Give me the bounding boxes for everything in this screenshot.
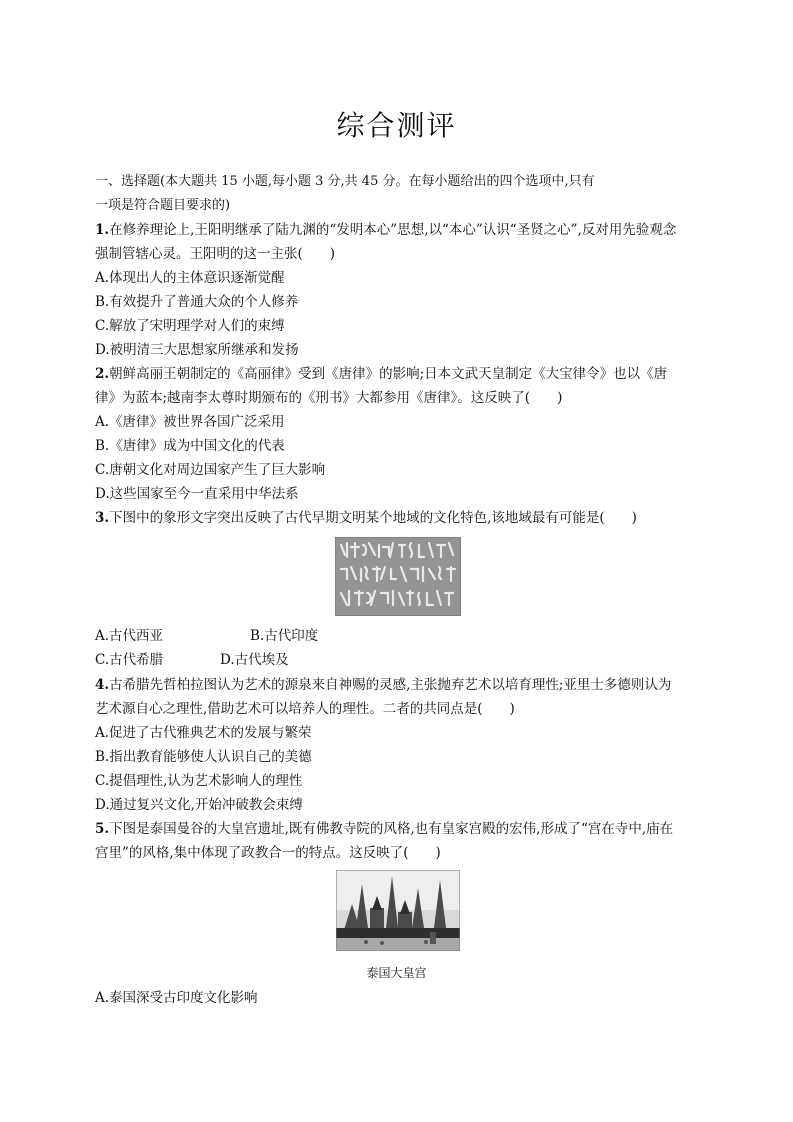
question-3-stem — [95, 506, 695, 530]
question-2-line2: 律》为蓝本;越南李太尊时期颁布的《刑书》大都参用《唐律》。这反映了( ) — [95, 390, 563, 406]
question-5-option-a: A.泰国深受古印度文化影响 — [95, 990, 258, 1006]
figure-caption: 泰国大皇宫 — [366, 966, 427, 980]
question-5-line1: 下图是泰国曼谷的大皇宫遗址,既有佛教寺院的风格,也有皇家宫殿的宏伟,形成了“宫在寺中,庙在 — [109, 821, 674, 837]
question-4-number: 4. — [95, 677, 110, 693]
question-1-option-a: A.体现出人的主体意识逐渐觉醒 — [95, 270, 285, 286]
section-heading-line1: 一、选择题(本大题共 15 小题,每小题 3 分,共 45 分。在每小题给出的四个选项中,只有 — [95, 174, 595, 189]
question-3-option-b: B.古代印度 — [250, 628, 319, 644]
question-3-option-d: D.古代埃及 — [220, 652, 289, 668]
question-3-option-c: C.古代希腊 — [95, 652, 164, 668]
question-5-number: 5. — [95, 821, 110, 837]
question-5-line2: 宫里”的风格,集中体现了政教合一的特点。这反映了( ) — [95, 845, 441, 861]
question-4-option-a: A.促进了古代雅典艺术的发展与繁荣 — [95, 725, 312, 741]
question-2-option-a: A.《唐律》被世界各国广泛采用 — [95, 414, 285, 430]
question-2-option-d: D.这些国家至今一直采用中华法系 — [95, 486, 299, 502]
question-2-line1: 朝鲜高丽王朝制定的《高丽律》受到《唐律》的影响;日本文武天皇制定《大宝律令》也以《唐 — [109, 366, 668, 382]
question-1-stem — [95, 218, 695, 242]
question-1-number: 1. — [95, 222, 110, 238]
question-3-options-row1 — [95, 624, 695, 648]
question-4-line2: 艺术源自心之理性,借助艺术可以培养人的理性。二者的共同点是( ) — [95, 701, 515, 717]
question-4-stem — [95, 673, 695, 697]
hieroglyph-inscription-image — [335, 537, 461, 616]
section-heading-line2: 一项是符合题目要求的) — [95, 198, 231, 213]
question-1-line2: 强制管辖心灵。王阳明的这一主张( ) — [95, 246, 336, 262]
question-1-option-c: C.解放了宋明理学对人们的束缚 — [95, 318, 285, 334]
page-title: 综合测评 — [336, 109, 457, 142]
question-1-option-b: B.有效提升了普通大众的个人修养 — [95, 294, 299, 310]
question-2-option-c: C.唐朝文化对周边国家产生了巨大影响 — [95, 462, 326, 478]
question-4-option-c: C.提倡理性,认为艺术影响人的理性 — [95, 773, 303, 789]
question-3-number: 3. — [95, 510, 110, 526]
grand-palace-photo — [336, 870, 460, 951]
question-2-stem — [95, 362, 695, 386]
question-4-option-d: D.通过复兴文化,开始冲破教会束缚 — [95, 797, 303, 813]
question-3-line1: 下图中的象形文字突出反映了古代早期文明某个地域的文化特色,该地域最有可能是( ) — [109, 510, 637, 526]
question-5-stem — [95, 817, 695, 841]
question-3-options-row2 — [95, 648, 695, 672]
question-4-option-b: B.指出教育能够使人认识自己的美德 — [95, 749, 312, 765]
question-1-option-d: D.被明清三大思想家所继承和发扬 — [95, 342, 299, 358]
question-2-option-b: B.《唐律》成为中国文化的代表 — [95, 438, 285, 454]
question-2-number: 2. — [95, 366, 110, 382]
question-3-option-a: A.古代西亚 — [95, 628, 164, 644]
question-4-line1: 古希腊先哲柏拉图认为艺术的源泉来自神赐的灵感,主张抛弃艺术以培育理性;亚里士多德则认为 — [109, 677, 672, 693]
question-1-line1: 在修养理论上,王阳明继承了陆九渊的“发明本心”思想,以“本心”认识“圣贤之心”,反对用先验观念 — [109, 222, 677, 238]
